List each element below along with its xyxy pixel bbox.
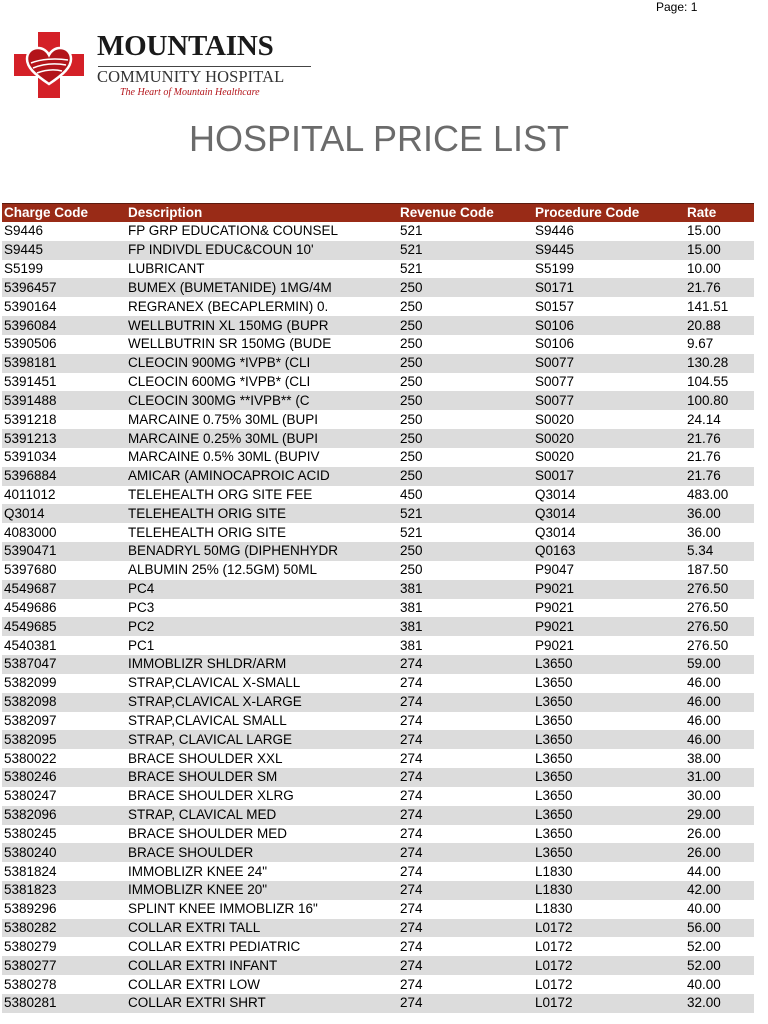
charge-code-cell: S9446: [4, 223, 44, 239]
description-cell: IMMOBLIZR SHLDR/ARM: [126, 655, 398, 674]
rate-cell: 46.00: [685, 730, 754, 749]
revenue-code-cell: 450: [400, 487, 423, 502]
charge-code-cell: 5390506: [4, 336, 57, 352]
charge-code-cell: 5396457: [2, 278, 126, 297]
description-cell: PC2: [126, 617, 398, 636]
rate-cell: 40.00: [687, 901, 721, 917]
description-cell: STRAP,CLAVICAL X-LARGE: [126, 693, 398, 712]
procedure-code-cell: P9021: [535, 599, 575, 615]
table-row: [2, 843, 754, 862]
table-row: [2, 354, 754, 373]
description-cell: MARCAINE 0.5% 30ML (BUPIV: [128, 449, 320, 465]
rate-cell: 21.76: [687, 449, 721, 465]
procedure-code-cell: L3650: [535, 825, 573, 841]
revenue-code-cell: 250: [398, 467, 533, 486]
procedure-code-cell: S0157: [535, 298, 575, 314]
description-cell: FP INDIVDL EDUC&COUN 10': [126, 241, 398, 260]
revenue-code-cell: 521: [398, 241, 533, 260]
charge-code-cell: 5380278: [4, 976, 57, 992]
rate-cell: 46.00: [687, 675, 721, 691]
table-row: [2, 410, 754, 429]
charge-code-cell: 5380022: [4, 750, 57, 766]
charge-code-cell: 5387047: [2, 655, 126, 674]
charge-code-cell: 5389296: [4, 901, 57, 917]
charge-code-cell: 4083000: [4, 524, 57, 540]
table-row: [2, 542, 754, 561]
revenue-code-cell: 274: [398, 806, 533, 825]
table-row: [2, 862, 754, 881]
revenue-code-cell: 250: [400, 374, 423, 390]
charge-code-cell: 5396884: [2, 467, 126, 486]
charge-code-cell: 4549686: [4, 599, 57, 615]
rate-cell: 26.00: [687, 825, 721, 841]
procedure-code-cell: Q3014: [533, 504, 685, 523]
charge-code-cell: 5390164: [4, 298, 57, 314]
description-cell: BENADRYL 50MG (DIPHENHYDR: [126, 542, 398, 561]
table-row: [2, 825, 754, 844]
charge-code-cell: 4549687: [2, 580, 126, 599]
description-cell: BRACE SHOULDER SM: [126, 768, 398, 787]
revenue-code-cell: 274: [398, 730, 533, 749]
rate-cell: 52.00: [685, 956, 754, 975]
revenue-code-cell: 250: [398, 429, 533, 448]
table-row: [2, 504, 754, 523]
procedure-code-cell: L3650: [533, 730, 685, 749]
charge-code-cell: 5381824: [4, 863, 57, 879]
procedure-code-cell: S0020: [535, 449, 575, 465]
rate-cell: 46.00: [685, 693, 754, 712]
table-row: [2, 730, 754, 749]
revenue-code-cell: 521: [400, 261, 423, 277]
rate-cell: 104.55: [687, 374, 729, 390]
table-row: [2, 391, 754, 410]
revenue-code-cell: 250: [398, 354, 533, 373]
procedure-code-cell: Q3014: [535, 524, 576, 540]
revenue-code-cell: 274: [398, 768, 533, 787]
procedure-code-cell: S0077: [533, 391, 685, 410]
description-cell: SPLINT KNEE IMMOBLIZR 16": [128, 901, 318, 917]
table-row: [2, 787, 754, 806]
description-cell: TELEHEALTH ORIG SITE: [126, 504, 398, 523]
rate-cell: 32.00: [685, 994, 754, 1013]
table-header-row: [2, 204, 754, 223]
description-cell: TELEHEALTH ORG SITE FEE: [128, 487, 313, 502]
table-body: [2, 222, 754, 1013]
procedure-code-cell: L3650: [535, 712, 573, 728]
table-row: [2, 561, 754, 580]
procedure-code-cell: L3650: [535, 675, 573, 691]
charge-code-cell: 5382097: [4, 712, 57, 728]
procedure-code-cell: S0171: [533, 278, 685, 297]
rate-cell: 483.00: [687, 487, 729, 502]
charge-code-cell: 4549685: [2, 617, 126, 636]
charge-code-cell: 5390471: [2, 542, 126, 561]
rate-cell: 29.00: [685, 806, 754, 825]
charge-code-cell: 5380246: [2, 768, 126, 787]
procedure-code-cell: S0077: [533, 354, 685, 373]
revenue-code-cell: 381: [400, 599, 423, 615]
description-cell: PC3: [128, 599, 155, 615]
description-cell: STRAP,CLAVICAL X-SMALL: [128, 675, 301, 691]
rate-cell: 21.76: [685, 278, 754, 297]
rate-cell: 44.00: [687, 863, 721, 879]
table-row: [2, 297, 754, 316]
description-cell: BUMEX (BUMETANIDE) 1MG/4M: [126, 278, 398, 297]
procedure-code-cell: L3650: [533, 655, 685, 674]
description-cell: PC1: [128, 637, 155, 653]
procedure-code-cell: L0172: [535, 976, 573, 992]
description-cell: BRACE SHOULDER: [126, 843, 398, 862]
revenue-code-cell: 381: [398, 617, 533, 636]
procedure-code-cell: Q3014: [535, 487, 576, 502]
revenue-code-cell: 250: [398, 278, 533, 297]
rate-cell: 42.00: [685, 881, 754, 900]
table-row: [2, 693, 754, 712]
charge-code-cell: 5391451: [4, 374, 57, 390]
charge-code-cell: S5199: [4, 261, 44, 277]
description-cell: COLLAR EXTRI PEDIATRIC: [128, 938, 301, 954]
description-cell: AMICAR (AMINOCAPROIC ACID: [126, 467, 398, 486]
rate-cell: 9.67: [687, 336, 714, 352]
charge-code-cell: 5380245: [4, 825, 57, 841]
header-rate: Rate: [685, 204, 754, 223]
revenue-code-cell: 250: [400, 298, 423, 314]
charge-code-cell: 5391218: [4, 411, 57, 427]
procedure-code-cell: L3650: [533, 843, 685, 862]
table-row: [2, 335, 754, 354]
revenue-code-cell: 274: [400, 750, 423, 766]
rate-cell: 15.00: [687, 223, 721, 239]
description-cell: STRAP, CLAVICAL LARGE: [126, 730, 398, 749]
table-row: [2, 222, 754, 241]
revenue-code-cell: 274: [400, 825, 423, 841]
revenue-code-cell: 274: [400, 938, 423, 954]
procedure-code-cell: L3650: [533, 768, 685, 787]
description-cell: WELLBUTRIN XL 150MG (BUPR: [126, 316, 398, 335]
revenue-code-cell: 274: [398, 881, 533, 900]
rate-cell: 187.50: [687, 562, 729, 578]
table-row: [2, 617, 754, 636]
revenue-code-cell: 521: [400, 524, 423, 540]
table-row: [2, 768, 754, 787]
procedure-code-cell: L0172: [535, 938, 573, 954]
description-cell: IMMOBLIZR KNEE 24": [128, 863, 268, 879]
procedure-code-cell: S0020: [535, 411, 575, 427]
description-cell: STRAP, CLAVICAL MED: [126, 806, 398, 825]
description-cell: COLLAR EXTRI INFANT: [126, 956, 398, 975]
logo-tagline: The Heart of Mountain Healthcare: [120, 87, 260, 98]
description-cell: CLEOCIN 300MG **IVPB** (C: [126, 391, 398, 410]
rate-cell: 38.00: [687, 750, 721, 766]
rate-cell: 40.00: [687, 976, 721, 992]
header-description: Description: [126, 204, 398, 223]
table-row: [2, 956, 754, 975]
revenue-code-cell: 274: [398, 994, 533, 1013]
rate-cell: 59.00: [685, 655, 754, 674]
charge-code-cell: 5380281: [2, 994, 126, 1013]
description-cell: TELEHEALTH ORIG SITE: [128, 524, 287, 540]
charge-code-cell: 5382095: [2, 730, 126, 749]
procedure-code-cell: S0106: [533, 316, 685, 335]
description-cell: FP GRP EDUCATION& COUNSEL: [128, 223, 339, 239]
procedure-code-cell: L3650: [533, 693, 685, 712]
revenue-code-cell: 274: [398, 843, 533, 862]
hospital-logo: [14, 32, 314, 102]
procedure-code-cell: S5199: [535, 261, 575, 277]
table-row: [2, 448, 754, 467]
procedure-code-cell: S0020: [533, 429, 685, 448]
rate-cell: 21.76: [685, 467, 754, 486]
revenue-code-cell: 274: [400, 901, 423, 917]
rate-cell: 15.00: [685, 241, 754, 260]
table-row: [2, 486, 754, 505]
rate-cell: 24.14: [687, 411, 721, 427]
charge-code-cell: 5380282: [2, 919, 126, 938]
price-table: [2, 203, 754, 1013]
rate-cell: 36.00: [685, 504, 754, 523]
rate-cell: 30.00: [687, 788, 721, 804]
revenue-code-cell: 274: [400, 976, 423, 992]
description-cell: BRACE SHOULDER MED: [128, 825, 288, 841]
charge-code-cell: S9445: [2, 241, 126, 260]
charge-code-cell: 5380240: [2, 843, 126, 862]
table-row: [2, 674, 754, 693]
rate-cell: 276.50: [687, 599, 729, 615]
procedure-code-cell: S0106: [535, 336, 575, 352]
description-cell: BRACE SHOULDER XLRG: [128, 788, 294, 804]
description-cell: IMMOBLIZR KNEE 20": [126, 881, 398, 900]
rate-cell: 21.76: [685, 429, 754, 448]
rate-cell: 276.50: [685, 617, 754, 636]
revenue-code-cell: 521: [398, 504, 533, 523]
description-cell: STRAP,CLAVICAL SMALL: [128, 712, 287, 728]
table-row: [2, 278, 754, 297]
rate-cell: 36.00: [687, 524, 721, 540]
revenue-code-cell: 274: [398, 956, 533, 975]
charge-code-cell: 5382098: [2, 693, 126, 712]
table-row: [2, 467, 754, 486]
procedure-code-cell: P9021: [533, 617, 685, 636]
description-cell: BRACE SHOULDER XXL: [128, 750, 283, 766]
table-row: [2, 373, 754, 392]
rate-cell: 130.28: [685, 354, 754, 373]
revenue-code-cell: 274: [400, 712, 423, 728]
charge-code-cell: 5382096: [2, 806, 126, 825]
procedure-code-cell: S9446: [535, 223, 575, 239]
procedure-code-cell: L3650: [535, 788, 573, 804]
charge-code-cell: 5398181: [2, 354, 126, 373]
description-cell: WELLBUTRIN SR 150MG (BUDE: [128, 336, 332, 352]
procedure-code-cell: L1830: [535, 863, 573, 879]
charge-code-cell: 5380247: [4, 788, 57, 804]
description-cell: REGRANEX (BECAPLERMIN) 0.: [128, 298, 329, 314]
table-row: [2, 806, 754, 825]
rate-cell: 276.50: [685, 580, 754, 599]
revenue-code-cell: 274: [398, 655, 533, 674]
rate-cell: 20.88: [685, 316, 754, 335]
rate-cell: 31.00: [685, 768, 754, 787]
table-row: [2, 712, 754, 731]
charge-code-cell: 5391488: [2, 391, 126, 410]
table-row: [2, 636, 754, 655]
revenue-code-cell: 250: [400, 336, 423, 352]
rate-cell: 52.00: [687, 938, 721, 954]
description-cell: PC4: [126, 580, 398, 599]
procedure-code-cell: L3650: [533, 806, 685, 825]
document-title: HOSPITAL PRICE LIST: [188, 118, 570, 159]
procedure-code-cell: L0172: [533, 956, 685, 975]
revenue-code-cell: 274: [398, 919, 533, 938]
procedure-code-cell: S9445: [533, 241, 685, 260]
table-row: [2, 881, 754, 900]
procedure-code-cell: P9021: [535, 637, 575, 653]
table-row: [2, 260, 754, 279]
procedure-code-cell: S0077: [535, 374, 575, 390]
header-charge-code: Charge Code: [2, 204, 126, 223]
table-row: [2, 900, 754, 919]
description-cell: MARCAINE 0.75% 30ML (BUPI: [128, 411, 319, 427]
charge-code-cell: 5380279: [4, 938, 57, 954]
revenue-code-cell: 274: [400, 788, 423, 804]
revenue-code-cell: 250: [400, 449, 423, 465]
charge-code-cell: Q3014: [2, 504, 126, 523]
table-row: [2, 749, 754, 768]
description-cell: CLEOCIN 900MG *IVPB* (CLI: [126, 354, 398, 373]
page-number: Page: 1: [656, 0, 698, 14]
rate-cell: 276.50: [687, 637, 729, 653]
table-row: [2, 580, 754, 599]
description-cell: COLLAR EXTRI LOW: [128, 976, 261, 992]
table-row: [2, 994, 754, 1013]
revenue-code-cell: 250: [398, 391, 533, 410]
table-row: [2, 429, 754, 448]
table-row: [2, 937, 754, 956]
rate-cell: 56.00: [685, 919, 754, 938]
revenue-code-cell: 521: [400, 223, 423, 239]
revenue-code-cell: 250: [400, 562, 423, 578]
procedure-code-cell: L3650: [535, 750, 573, 766]
revenue-code-cell: 250: [398, 542, 533, 561]
table-row: [2, 523, 754, 542]
revenue-code-cell: 381: [400, 637, 423, 653]
revenue-code-cell: 274: [398, 693, 533, 712]
procedure-code-cell: Q0163: [533, 542, 685, 561]
description-cell: ALBUMIN 25% (12.5GM) 50ML: [128, 562, 318, 578]
charge-code-cell: 5381823: [2, 881, 126, 900]
description-cell: MARCAINE 0.25% 30ML (BUPI: [126, 429, 398, 448]
table-row: [2, 975, 754, 994]
charge-code-cell: 4540381: [4, 637, 57, 653]
charge-code-cell: 5382099: [4, 675, 57, 691]
procedure-code-cell: L1830: [535, 901, 573, 917]
rate-cell: 100.80: [685, 391, 754, 410]
rate-cell: 141.51: [687, 298, 729, 314]
charge-code-cell: 5391034: [4, 449, 57, 465]
description-cell: LUBRICANT: [128, 261, 205, 277]
description-cell: COLLAR EXTRI SHRT: [126, 994, 398, 1013]
charge-code-cell: 4011012: [4, 487, 56, 502]
charge-code-cell: 5380277: [2, 956, 126, 975]
rate-cell: 46.00: [687, 712, 721, 728]
logo-subtitle: COMMUNITY HOSPITAL: [97, 67, 285, 86]
procedure-code-cell: L0172: [533, 994, 685, 1013]
revenue-code-cell: 250: [400, 411, 423, 427]
header-procedure-code: Procedure Code: [533, 204, 685, 223]
description-cell: CLEOCIN 600MG *IVPB* (CLI: [128, 374, 311, 390]
charge-code-cell: 5397680: [4, 562, 57, 578]
rate-cell: 5.34: [685, 542, 754, 561]
table-row: [2, 241, 754, 260]
description-cell: COLLAR EXTRI TALL: [126, 919, 398, 938]
procedure-code-cell: L0172: [533, 919, 685, 938]
rate-cell: 26.00: [685, 843, 754, 862]
charge-code-cell: 5391213: [2, 429, 126, 448]
table-row: [2, 316, 754, 335]
procedure-code-cell: P9047: [535, 562, 575, 578]
revenue-code-cell: 274: [400, 675, 423, 691]
header-revenue-code: Revenue Code: [398, 204, 533, 223]
logo-name: MOUNTAINS: [97, 30, 274, 62]
procedure-code-cell: S0017: [533, 467, 685, 486]
charge-code-cell: 5396084: [2, 316, 126, 335]
table-row: [2, 599, 754, 618]
table-row: [2, 919, 754, 938]
revenue-code-cell: 274: [400, 863, 423, 879]
revenue-code-cell: 381: [398, 580, 533, 599]
procedure-code-cell: L1830: [533, 881, 685, 900]
cross-heart-logo-icon: [14, 32, 86, 100]
revenue-code-cell: 250: [398, 316, 533, 335]
procedure-code-cell: P9021: [533, 580, 685, 599]
rate-cell: 10.00: [687, 261, 721, 277]
table-row: [2, 655, 754, 674]
